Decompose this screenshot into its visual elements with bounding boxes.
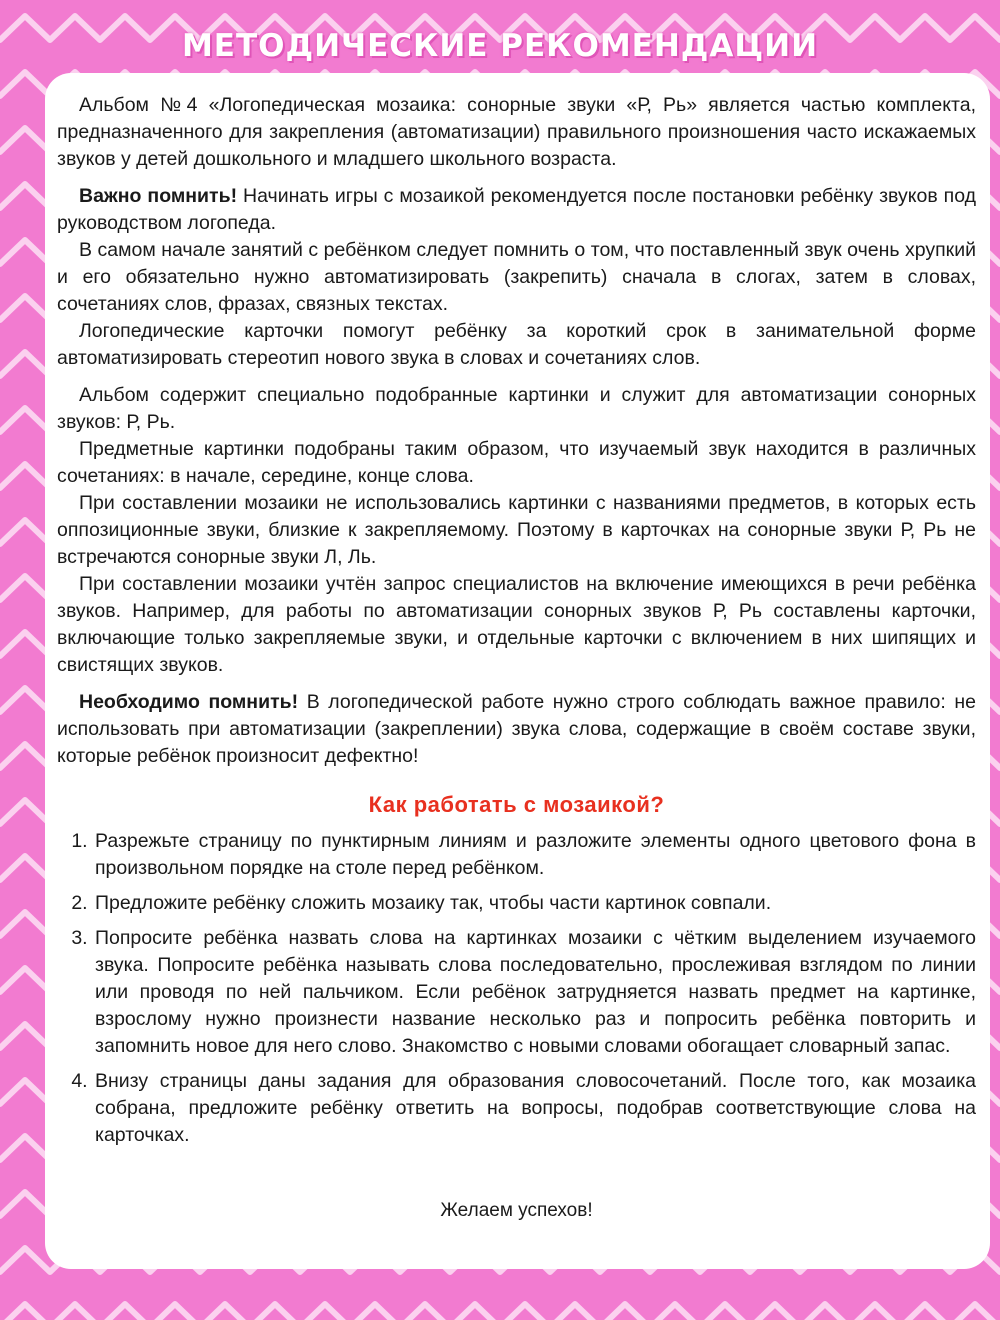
necessary-note-label: Необходимо помнить! bbox=[79, 691, 299, 713]
page-title: МЕТОДИЧЕСКИЕ РЕКОМЕНДАЦИИ bbox=[181, 28, 819, 64]
important-note-text: Начинать игры с мозаикой рекомендуется после постановки ребёнку звуков под руководством логопеда. bbox=[57, 185, 977, 234]
howto-step-3: 3. Попросите ребёнка назвать слова на картинках мозаики с чётким выделением изучаемого звука. Попросите ребёнка называть слова последовательно, прослеживая взглядом по линии или проводя по ней пальчиком. Если ребёнок затрудняется назвать предмет на картинке, взрослому нужно произнести название несколько раз и попросить ребёнка повторить и запомнить новое для него слово. Знакомство с новыми словами обогащает словарный запас. bbox=[93, 925, 976, 1060]
important-note-label: Важно помнить! bbox=[79, 185, 238, 207]
intro-paragraph-9 bbox=[57, 689, 976, 770]
content-area bbox=[57, 92, 976, 1224]
intro-paragraph-7: При составлении мозаики не использовались картинки с названиями предметов, в которых есть оппозиционные звуки, близкие к закрепляемому. Поэтому в карточках на сонорные звуки Р, Рь не встречаются сонорные звуки Л, Ль. bbox=[57, 492, 976, 568]
howto-steps-list bbox=[57, 828, 976, 1149]
intro-paragraph-8: При составлении мозаики учтён запрос специалистов на включение имеющихся в речи ребёнка звуков. Например, для работы по автоматизации сонорных звуков Р, Рь составлены карточки, включающие только закрепляемые звуки, и отдельные карточки с включением в них шипящих и свистящих звуков. bbox=[57, 573, 976, 676]
howto-heading: Как работать с мозаикой? bbox=[368, 792, 665, 817]
howto-step-1: 1. Разрежьте страницу по пунктирным линиям и разложите элементы одного цветового фона в произвольном порядке на столе перед ребёнком. bbox=[93, 828, 976, 882]
farewell-text: Желаем успехов! bbox=[440, 1200, 593, 1221]
intro-paragraph-1: Альбом №4 «Логопедическая мозаика: сонорные звуки «Р, Рь» является частью комплекта, предназначенного для закрепления (автоматизации) правильного произношения часто искажаемых звуков у детей дошкольного и младшего школьного возраста. bbox=[57, 94, 976, 170]
howto-step-4: 4. Внизу страницы даны задания для образования словосочетаний. После того, как мозаика собрана, предложите ребёнку ответить на вопросы, подобрав соответствующие слова на карточках. bbox=[93, 1068, 976, 1149]
intro-paragraph-6: Предметные картинки подобраны таким образом, что изучаемый звук находится в различных сочетаниях: в начале, середине, конце слова. bbox=[57, 438, 976, 487]
necessary-note-text: В логопедической работе нужно строго соблюдать важное правило: не использовать при автоматизации (закреплении) звука слова, содержащие в своём составе звуки, которые ребёнок произносит дефектно! bbox=[57, 691, 976, 767]
intro-paragraph-4: Логопедические карточки помогут ребёнку за короткий срок в занимательной форме автоматизировать стереотип нового звука в словах и сочетаниях слов. bbox=[57, 320, 976, 369]
intro-paragraph-3: В самом начале занятий с ребёнком следует помнить о том, что поставленный звук очень хрупкий и его обязательно нужно автоматизировать (закрепить) сначала в слогах, затем в словах, сочетаниях слов, фразах, связных текстах. bbox=[57, 239, 976, 315]
intro-paragraph-5: Альбом содержит специально подобранные картинки и служит для автоматизации сонорных звуков: Р, Рь. bbox=[57, 384, 976, 433]
howto-step-2: 2. Предложите ребёнку сложить мозаику так, чтобы части картинок совпали. bbox=[93, 890, 976, 917]
intro-paragraph-2 bbox=[57, 183, 976, 237]
